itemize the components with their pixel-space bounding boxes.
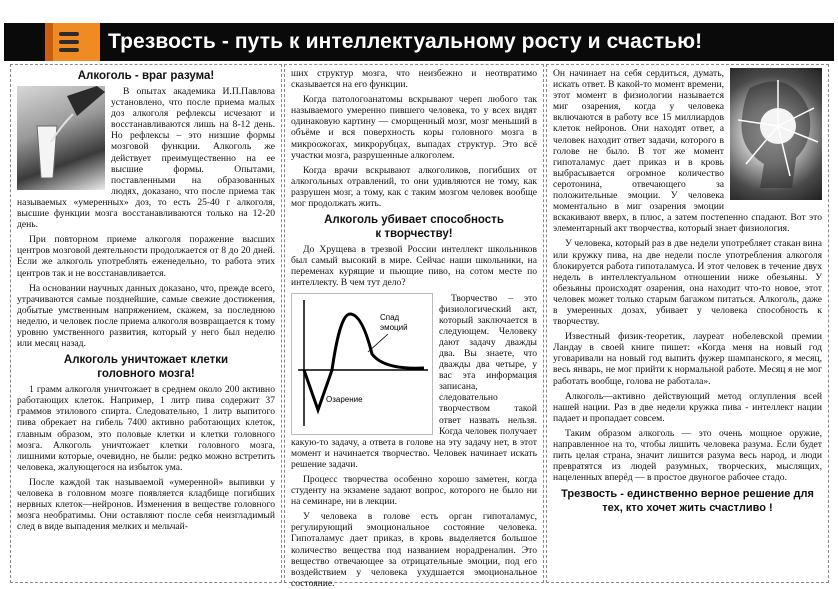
paragraph: У человека в голове есть орган гипоталамус, регулирующий эмоциональное состояние человека. Гипоталамус дает приказ, в кровь выделяется большое количество вещества под названием норадреналин. Это вещество отвечающее за отрицательные эмоции, под его воздействием у человека ухудшается эмоциональное состояние. [291, 511, 537, 589]
graph-label-emotions: эмоций [380, 322, 408, 332]
paragraph: Творчество – это физиологический акт, который заключается в следующем. Человеку дают задачу дважды два. Вы знаете, что дважды два четыре, у вас эта информация записана, следовательно творчеством такой ответ назвать нельзя. Когда человек получает какую-то задачу, а ответа в голове на эту задачу нет, в этот момент и начинается творчество. Человек начинает искать решение задачи. [291, 292, 537, 470]
graph-label-decline: Спад [380, 312, 400, 322]
menu-lines-icon [45, 23, 100, 61]
paragraph: На основании научных данных доказано, что, прежде всего, утрачиваются самые позднейшие, самые свежие достижения, добытые умственным напряжением, скажем, за последнюю неделю, и человек после приема алкоголя возвращается к тому уровню умственного развития, который у него был неделю или месяц назад. [17, 282, 275, 350]
paragraph: При повторном приеме алкоголя поражение высших центров мозговой деятельности продолжается от 8 до 20 дней. Если же алкоголь употреблять еженедельно, то работа этих центров так и не восстанавливается. [17, 234, 275, 279]
heading-kills-creativity: Алкоголь убивает способность к творчеству! [324, 214, 504, 241]
paragraph: У человека, который раз в две недели употребляет стакан вина или кружку пива, на две недели после употребления алкоголя блокируется работа гипоталамуса. И этот человек в течение двух недель в интеллектуальном отношении ниже обезьяны. У обезьяны происходят озарения, она находит что-то новое, этот человек может только старым багажом питаться. Алкоголь, даже в умеренных дозах, убивает у человека способность к творчеству. [553, 238, 822, 328]
page-title: Трезвость - путь к интеллектуальному росту и счастью! [108, 30, 703, 53]
paragraph: После каждой так называемой «умеренной» выпивки у человека в головном мозге появляется кладбище погибших нервных клеток—нейронов. Изменения в веществе головного мозга необратимы. Они оставляют после себя неизгладимый след в виде выпадения мелких и мельчай- [17, 476, 275, 533]
alcohol-glass-photo [17, 86, 105, 190]
closing-slogan: Трезвость - единственно верное решение для тех, кто хочет жить счастливо ! [561, 488, 814, 515]
column-right [546, 64, 829, 583]
paragraph: Процесс творчества особенно хорошо заметен, когда студенту на экзамене задают вопрос, которого не было ни на семинаре, ни в лекции. [291, 474, 537, 508]
paragraph: Он начинает на себя сердиться, думать, искать ответ. В какой-то момент времени, этот момент в физиологии называется миг озарения, когда у человека включаются в работу все 15 миллиардов клеток нейронов. Они находят ответ, а человек находит ответ задачи, которого в голове не было. В тот же момент гипоталамус дает приказ и в кровь выбрасывается огромное количество серотонина, отвечающего за положительные эмоции. У человека моментально в миг озарения эмоции вскакивают вверх, в плюс, а затем постепенно спадают. Вот это элементарный акт творчества, который знает физиология. [553, 68, 822, 235]
graph-label-insight: Озарение [326, 394, 363, 404]
paragraph: Когда врачи вскрывают алкоголиков, погибших от алкогольных отравлений, то они удивляются не тому, как разрушен мозг, а тому, как с таким мозгом человек вообще мог продолжать жить. [291, 164, 537, 210]
paragraph: В опытах академика И.П.Павлова установлено, что после приема малых доз алкоголя рефлексы исчезают и восстанавливаются лишь на 8-12 день. Но рефлексы – это низшие формы мозговой функции. Алкоголь же действует преимущественно на ее высшие формы. Опытами, поставленными на образованных людях, доказано, что после приема так называемых «умеренных» доз, то есть 25-40 г алкоголя, высшие функции мозга восстанавливаются только на 12-20 день. [17, 86, 275, 231]
heading-destroys-cells: Алкоголь уничтожает клетки головного мозга! [63, 354, 229, 381]
paragraph: Алкоголь—активно действующий метод оглупления всей нашей нации. Раз в две недели кружка пива - интеллект нации падает и пропадает совсем. [553, 390, 822, 424]
paragraph: ших структур мозга, что неизбежно и неотвратимо сказывается на его функции. [291, 68, 537, 91]
emotion-graph [291, 293, 433, 435]
paragraph: Известный физик-теоретик, лауреат нобелевской премии Ландау в своей книге пишет: «Когда меня на новый год уговаривали на новый год выпить фужер шампанского, я месяц, весь январь, не мог прийти к нормальной работе. Месяц я не мог работать вообще, голова не работала». [553, 331, 822, 387]
column-middle [284, 64, 544, 589]
head-profile-photo [730, 68, 822, 200]
heading-enemy-of-reason: Алкоголь - враг разума! [77, 70, 215, 82]
paragraph: До Хрущева в трезвой России интеллект школьников был самый высокий в мире. Сейчас наши школьники, на переменах курящие и пьющие пиво, на сотом месте по интеллекту. В чем тут дело? [291, 244, 537, 289]
paragraph: Таким образом алкоголь — это очень мощное оружие, направленное на то, чтобы лишить человека разума. Если будет пить целая страна, значит лишится разума весь народ, и люди превратятся из людей разумных, творческих, мыслящих, нацеленных вперёд — в простое двуногое рабочее стадо. [553, 427, 822, 484]
column-left [10, 64, 282, 583]
paragraph: Когда патологоанатомы вскрывают череп любого так называемого умеренно пившего человека, то у всех видят одинаковую картину — сморщенный мозг, мозг меньший в объёме и вся поверхность коры головного мозга в микроожогах, микрорубцах, выпадах структур. Это всё участки мозга, разрушенные алкоголем. [291, 94, 537, 161]
paragraph: 1 грамм алкоголя уничтожает в среднем около 200 активно работающих клеток. Например, 1 литр пива содержит 37 граммов этилового спирта. Следовательно, 1 литр выпитого пива обрекает на гибель 7400 активно работающих клеток, главным образом, это половые клетки и клетки головного мозга. Алкоголь уничтожает клетки головного мозга, лишними которые, очевидно, не были: редко можно встретить человека, жалующегося на избыток ума. [17, 384, 275, 473]
